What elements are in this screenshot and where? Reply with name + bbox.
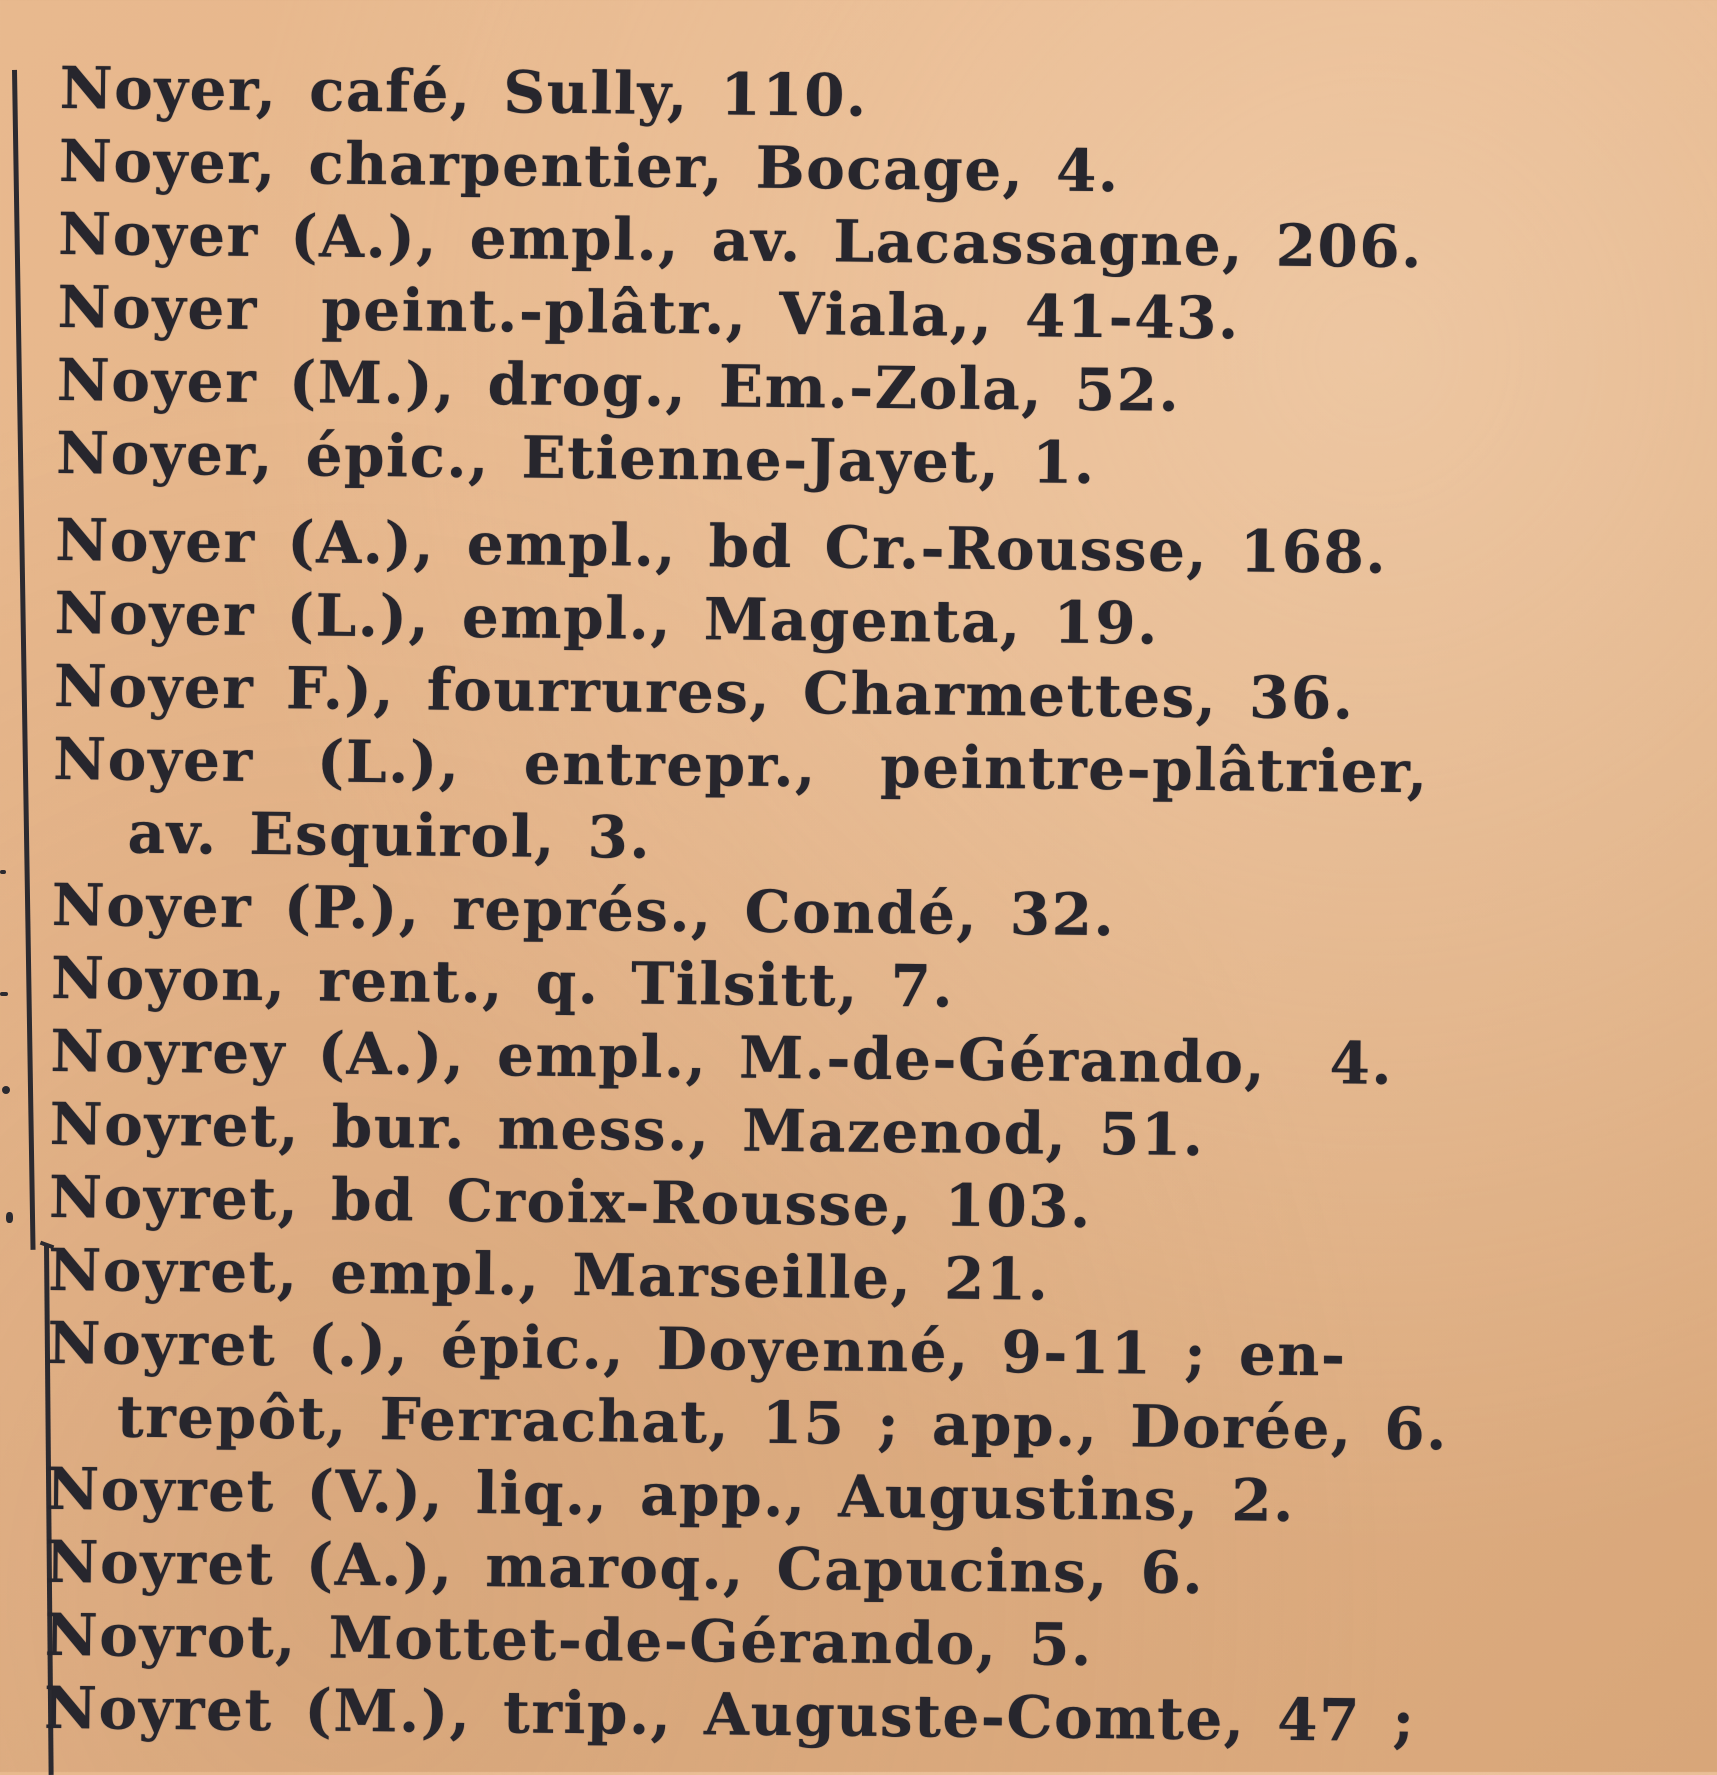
directory-entry-continuation: trepôt, Ferrachat, 15 ; app., Dorée, 6.	[116, 1382, 1449, 1464]
directory-entry: Noyer (M.), drog., Em.-Zola, 52.	[56, 345, 1181, 425]
directory-entry: Noyret (.), épic., Doyenné, 9-11 ; en-	[47, 1308, 1347, 1390]
directory-entry: Noyer, café, Sully, 110.	[59, 53, 869, 130]
directory-entry-continuation: av. Esquirol, 3.	[127, 798, 652, 872]
directory-entry: Noyret, empl., Marseille, 21.	[47, 1235, 1050, 1314]
directory-entry: Noyer F.), fourrures, Charmettes, 36.	[53, 651, 1355, 733]
margin-mark	[6, 1212, 13, 1223]
margin-mark	[0, 870, 6, 874]
directory-entry: Noyer, épic., Etienne-Jayet, 1.	[55, 418, 1096, 497]
directory-entry: Noyrot, Mottet-de-Gérando, 5.	[44, 1600, 1094, 1679]
directory-entries	[44, 52, 1620, 1760]
directory-entry: Noyer (A.), empl., bd Cr.-Rousse, 168.	[54, 505, 1388, 587]
directory-entry: Noyer (A.), empl., av. Lacassagne, 206.	[57, 199, 1424, 282]
directory-entry: Noyer (L.), empl., Magenta, 19.	[54, 578, 1160, 658]
directory-entry: Noyer peint.-plâtr., Viala,, 41-43.	[57, 272, 1241, 353]
directory-entry: Noyret (A.), maroq., Capucins, 6.	[45, 1527, 1205, 1608]
directory-entry: Noyer (L.), entrepr., peintre-plâtrier,	[52, 724, 1430, 807]
column-rule-upper	[12, 70, 36, 1250]
directory-entry: Noyer (P.), représ., Condé, 32.	[51, 870, 1116, 950]
directory-entry: Noyer, charpentier, Bocage, 4.	[58, 126, 1120, 206]
directory-entry: Noyrey (A.), empl., M.-de-Gérando, 4.	[50, 1016, 1394, 1098]
directory-entry: Noyon, rent., q. Tilsitt, 7.	[50, 943, 955, 1021]
directory-entry: Noyret, bd Croix-Rousse, 103.	[48, 1162, 1093, 1241]
directory-entry: Noyret (V.), liq., app., Augustins, 2.	[45, 1454, 1296, 1535]
margin-mark	[2, 1086, 10, 1094]
directory-entry: Noyret, bur. mess., Mazenod, 51.	[49, 1089, 1205, 1170]
directory-entry: Noyret (M.), trip., Auguste-Comte, 47 ;	[43, 1673, 1416, 1756]
margin-mark	[0, 992, 8, 996]
